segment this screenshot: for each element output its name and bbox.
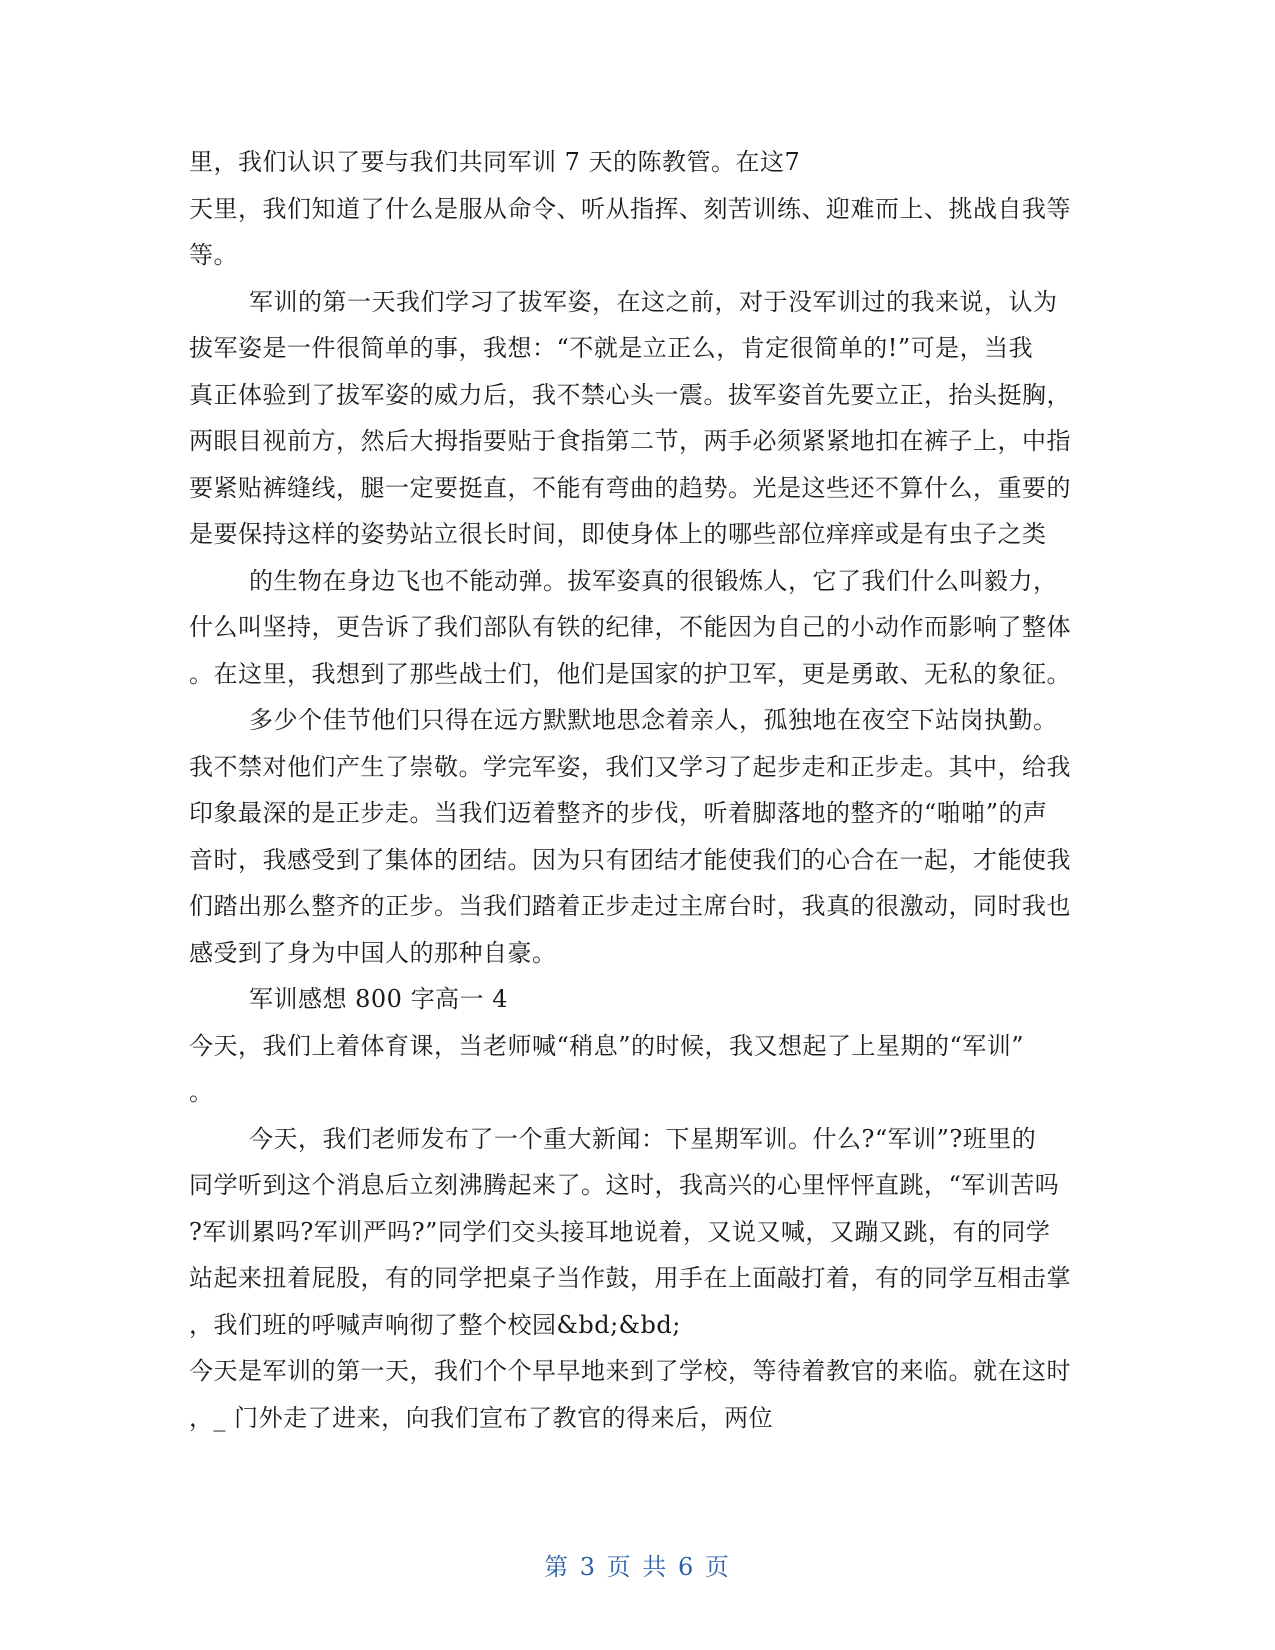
- text-line: 们踏出那么整齐的正步。当我们踏着正步走过主席台时，我真的很激动，同时我也: [189, 892, 1071, 920]
- text-line: 等。: [189, 241, 238, 269]
- text-line: 站起来扭着屁股，有的同学把桌子当作鼓，用手在上面敲打着，有的同学互相击掌: [189, 1264, 1071, 1292]
- text-line: 真正体验到了拔军姿的威力后，我不禁心头一震。拔军姿首先要立正，抬头挺胸，: [189, 381, 1071, 409]
- text-line: 我不禁对他们产生了崇敬。学完军姿，我们又学习了起步走和正步走。其中，给我: [189, 753, 1071, 781]
- paragraph-start: 今天，我们老师发布了一个重大新闻：下星期军训。什么?“军训”?班里的: [249, 1125, 1037, 1153]
- text-line: 要紧贴裤缝线，腿一定要挺直，不能有弯曲的趋势。光是这些还不算什么，重要的: [189, 474, 1071, 502]
- text-line: 什么叫坚持，更告诉了我们部队有铁的纪律，不能因为自己的小动作而影响了整体: [189, 613, 1071, 641]
- page-number-footer: 第 3 页 共 6 页: [544, 1553, 731, 1581]
- text-line: 今天是军训的第一天，我们个个早早地来到了学校，等待着教官的来临。就在这时: [189, 1357, 1071, 1385]
- text-line: 今天，我们上着体育课，当老师喊“稍息”的时候，我又想起了上星期的“军训”: [189, 1032, 1025, 1060]
- text-line: ，我们班的呼喊声响彻了整个校园&bd;&bd;: [189, 1311, 681, 1339]
- text-line: 印象最深的是正步走。当我们迈着整齐的步伐，听着脚落地的整齐的“啪啪”的声: [189, 799, 1048, 827]
- text-line: ，_ 门外走了进来，向我们宣布了教官的得来后，两位: [189, 1404, 774, 1432]
- paragraph-start: 的生物在身边飞也不能动弹。拔军姿真的很锻炼人，它了我们什么叫毅力，: [249, 567, 1058, 595]
- text-line: 音时，我感受到了集体的团结。因为只有团结才能使我们的心合在一起，才能使我: [189, 846, 1071, 874]
- paragraph-start: 多少个佳节他们只得在远方默默地思念着亲人，孤独地在夜空下站岗执勤。: [249, 706, 1058, 734]
- section-heading: 军训感想 800 字高一 4: [249, 985, 508, 1013]
- text-line: ?军训累吗?军训严吗?”同学们交头接耳地说着，又说又喊，又蹦又跳，有的同学: [189, 1218, 1051, 1246]
- text-line: 两眼目视前方，然后大拇指要贴于食指第二节，两手必须紧紧地扣在裤子上，中指: [189, 427, 1071, 455]
- text-line: 里，我们认识了要与我们共同军训 7 天的陈教管。在这7: [189, 148, 801, 176]
- text-line: 。: [189, 1078, 214, 1106]
- text-line: 。在这里，我想到了那些战士们，他们是国家的护卫军，更是勇敢、无私的象征。: [189, 660, 1071, 688]
- text-line: 是要保持这样的姿势站立很长时间，即使身体上的哪些部位痒痒或是有虫子之类: [189, 520, 1047, 548]
- text-line: 同学听到这个消息后立刻沸腾起来了。这时，我高兴的心里怦怦直跳，“军训苦吗: [189, 1171, 1060, 1199]
- text-line: 天里，我们知道了什么是服从命令、听从指挥、刻苦训练、迎难而上、挑战自我等: [189, 195, 1071, 223]
- text-line: 拔军姿是一件很简单的事，我想：“不就是立正么，肯定很简单的!”可是，当我: [189, 334, 1034, 362]
- text-line: 感受到了身为中国人的那种自豪。: [189, 939, 557, 967]
- paragraph-start: 军训的第一天我们学习了拔军姿，在这之前，对于没军训过的我来说，认为: [249, 288, 1058, 316]
